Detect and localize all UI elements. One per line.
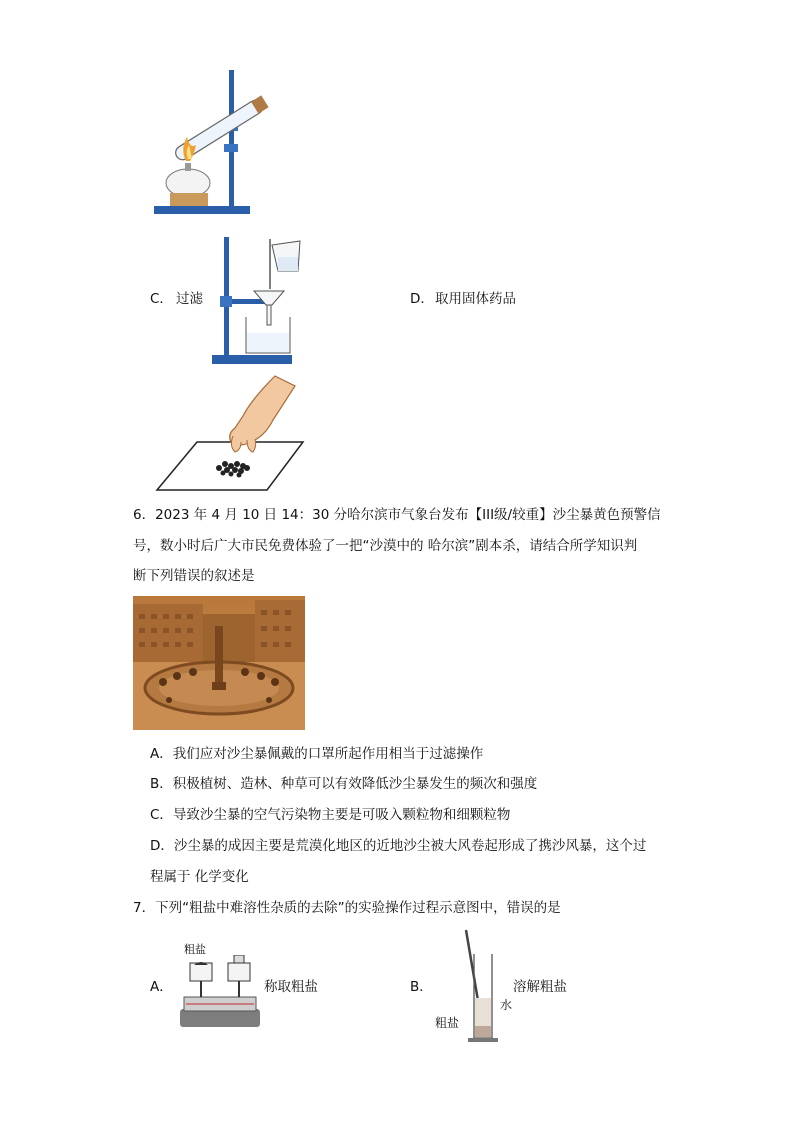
q7-option-a-letter: A． [150, 979, 173, 995]
heating-apparatus-diagram [150, 65, 280, 215]
cylinder-salt-label: 粗盐 [435, 1016, 460, 1030]
q7-option-b-letter: B． [410, 979, 433, 995]
option-c-letter: C． [150, 291, 173, 307]
balance-diagram [176, 955, 264, 1029]
option-d-label: 取用固体药品 [435, 291, 516, 307]
q6-option-d-line-2: 程属于 化学变化 [150, 869, 249, 885]
q6-stem-line-2: 号，数小时后广大市民免费体验了一把“沙漠中的 哈尔滨”剧本杀，请结合所学知识判 [133, 538, 638, 554]
q7-stem: 7．下列“粗盐中难溶性杂质的去除”的实验操作过程示意图中，错误的是 [133, 900, 561, 916]
filtration-apparatus-diagram [210, 233, 302, 365]
q7-option-a-label: 称取粗盐 [264, 979, 318, 995]
q6-option-c: C．导致沙尘暴的空气污染物主要是可吸入颗粒物和细颗粒物 [150, 807, 511, 823]
q6-option-d-line-1: D．沙尘暴的成因主要是荒漠化地区的近地沙尘被大风卷起形成了携沙风暴，这个过 [150, 838, 647, 854]
q7-option-b-label: 溶解粗盐 [513, 979, 567, 995]
sandstorm-photo [133, 596, 305, 730]
dissolving-cylinder-diagram [462, 928, 502, 1046]
option-c-label: 过滤 [176, 291, 203, 307]
solid-reagent-diagram [155, 372, 305, 494]
cylinder-water-label: 水 [500, 998, 513, 1012]
q6-stem-line-1: 6．2023 年 4 月 10 日 14：30 分哈尔滨市气象台发布【III级/较重】沙尘暴黄色预警信 [133, 507, 661, 523]
q6-stem-line-3: 断下列错误的叙述是 [133, 568, 255, 584]
option-d-letter: D． [410, 291, 434, 307]
q6-option-a: A．我们应对沙尘暴佩戴的口罩所起作用相当于过滤操作 [150, 746, 484, 762]
balance-salt-tag: 粗盐 [184, 943, 206, 956]
q6-option-b: B．积极植树、造林、种草可以有效降低沙尘暴发生的频次和强度 [150, 776, 538, 792]
